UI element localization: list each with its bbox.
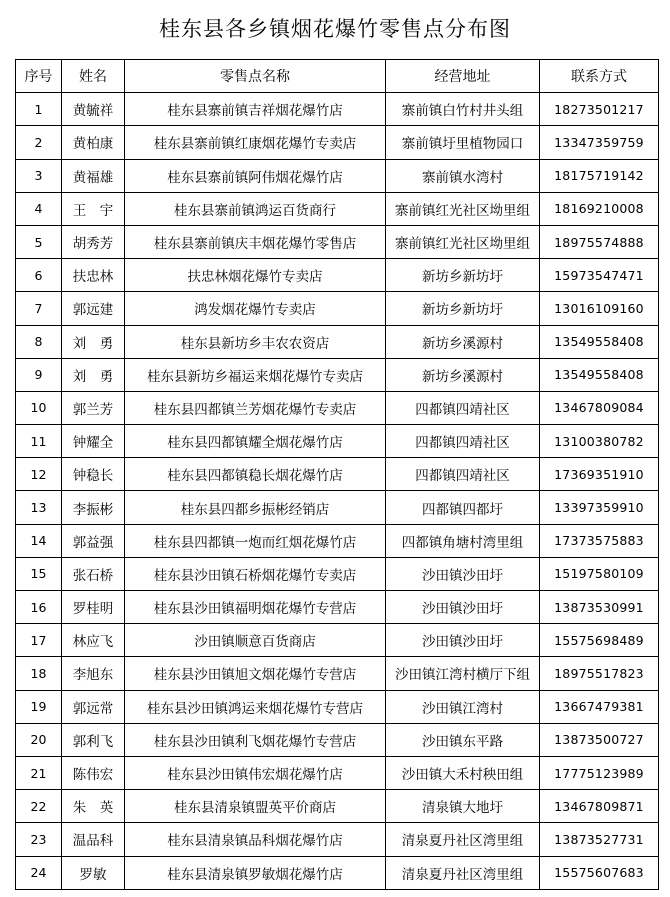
contact-cell: 13100380782: [540, 425, 659, 458]
table-row: [16, 159, 659, 192]
store-name-cell: 桂东县沙田镇鸿运来烟花爆竹专营店: [125, 690, 386, 723]
serial-no-cell: 8: [16, 325, 62, 358]
address-cell: 寨前镇红光社区坳里组: [386, 225, 540, 258]
table-row: [16, 325, 659, 358]
table-row: [16, 126, 659, 159]
table-row: [16, 292, 659, 325]
store-name-cell: 桂东县四都镇兰芳烟花爆竹专卖店: [125, 391, 386, 424]
address-cell: 寨前镇红光社区坳里组: [386, 192, 540, 225]
address-cell: 四都镇角塘村湾里组: [386, 524, 540, 557]
store-name-cell: 桂东县清泉镇品科烟花爆竹店: [125, 823, 386, 856]
name-cell: 刘 勇: [62, 358, 125, 391]
serial-no-cell: 3: [16, 159, 62, 192]
serial-no-cell: 24: [16, 856, 62, 889]
header-store-name: 零售点名称: [125, 60, 386, 93]
name-cell: 郭远建: [62, 292, 125, 325]
address-cell: 新坊乡新坊圩: [386, 259, 540, 292]
table-row: [16, 524, 659, 557]
store-name-cell: 桂东县寨前镇阿伟烟花爆竹店: [125, 159, 386, 192]
name-cell: 郭利飞: [62, 723, 125, 756]
table-row: [16, 591, 659, 624]
name-cell: 郭远常: [62, 690, 125, 723]
store-name-cell: 桂东县新坊乡福运来烟花爆竹专卖店: [125, 358, 386, 391]
address-cell: 沙田镇沙田圩: [386, 557, 540, 590]
contact-cell: 13467809084: [540, 391, 659, 424]
serial-no-cell: 5: [16, 225, 62, 258]
table-row: [16, 790, 659, 823]
table-row: [16, 856, 659, 889]
name-cell: 郭益强: [62, 524, 125, 557]
contact-cell: 18175719142: [540, 159, 659, 192]
address-cell: 新坊乡溪源村: [386, 358, 540, 391]
header-serial-no: 序号: [16, 60, 62, 93]
store-name-cell: 桂东县四都镇耀全烟花爆竹店: [125, 425, 386, 458]
store-name-cell: 沙田镇顺意百货商店: [125, 624, 386, 657]
store-name-cell: 桂东县寨前镇鸿运百货商行: [125, 192, 386, 225]
name-cell: 扶忠林: [62, 259, 125, 292]
serial-no-cell: 10: [16, 391, 62, 424]
table-header: [16, 60, 659, 93]
name-cell: 黄毓祥: [62, 93, 125, 126]
name-cell: 罗桂明: [62, 591, 125, 624]
store-name-cell: 桂东县清泉镇罗敏烟花爆竹店: [125, 856, 386, 889]
document-title: 桂东县各乡镇烟花爆竹零售点分布图: [159, 17, 511, 41]
store-name-cell: 桂东县清泉镇盟英平价商店: [125, 790, 386, 823]
contact-cell: 17775123989: [540, 756, 659, 789]
table-row: [16, 823, 659, 856]
address-cell: 四都镇四都圩: [386, 491, 540, 524]
store-name-cell: 桂东县四都镇稳长烟花爆竹店: [125, 458, 386, 491]
table-row: [16, 690, 659, 723]
header-row: [16, 60, 659, 93]
serial-no-cell: 21: [16, 756, 62, 789]
address-cell: 沙田镇沙田圩: [386, 624, 540, 657]
serial-no-cell: 18: [16, 657, 62, 690]
table-row: [16, 358, 659, 391]
contact-cell: 15575698489: [540, 624, 659, 657]
table-row: [16, 723, 659, 756]
address-cell: 清泉镇大地圩: [386, 790, 540, 823]
name-cell: 温品科: [62, 823, 125, 856]
contact-cell: 17369351910: [540, 458, 659, 491]
table-row: [16, 756, 659, 789]
serial-no-cell: 9: [16, 358, 62, 391]
table-row: [16, 259, 659, 292]
store-name-cell: 桂东县寨前镇庆丰烟花爆竹零售店: [125, 225, 386, 258]
address-cell: 清泉夏丹社区湾里组: [386, 856, 540, 889]
contact-cell: 18273501217: [540, 93, 659, 126]
serial-no-cell: 6: [16, 259, 62, 292]
address-cell: 四都镇四靖社区: [386, 391, 540, 424]
table-body: [16, 93, 659, 890]
address-cell: 沙田镇沙田圩: [386, 591, 540, 624]
retail-points-table: [15, 59, 659, 890]
address-cell: 新坊乡溪源村: [386, 325, 540, 358]
table-row: [16, 557, 659, 590]
table-row: [16, 657, 659, 690]
address-cell: 新坊乡新坊圩: [386, 292, 540, 325]
serial-no-cell: 2: [16, 126, 62, 159]
contact-cell: 15575607683: [540, 856, 659, 889]
address-cell: 四都镇四靖社区: [386, 458, 540, 491]
contact-cell: 18975517823: [540, 657, 659, 690]
serial-no-cell: 19: [16, 690, 62, 723]
contact-cell: 13873500727: [540, 723, 659, 756]
name-cell: 黄柏康: [62, 126, 125, 159]
store-name-cell: 桂东县沙田镇旭文烟花爆竹专营店: [125, 657, 386, 690]
contact-cell: 13347359759: [540, 126, 659, 159]
store-name-cell: 桂东县寨前镇红康烟花爆竹专卖店: [125, 126, 386, 159]
name-cell: 胡秀芳: [62, 225, 125, 258]
store-name-cell: 桂东县新坊乡丰农农资店: [125, 325, 386, 358]
serial-no-cell: 14: [16, 524, 62, 557]
address-cell: 沙田镇东平路: [386, 723, 540, 756]
store-name-cell: 桂东县沙田镇福明烟花爆竹专营店: [125, 591, 386, 624]
header-address: 经营地址: [386, 60, 540, 93]
table-row: [16, 225, 659, 258]
store-name-cell: 鸿发烟花爆竹专卖店: [125, 292, 386, 325]
name-cell: 王 宇: [62, 192, 125, 225]
store-name-cell: 桂东县沙田镇伟宏烟花爆竹店: [125, 756, 386, 789]
serial-no-cell: 20: [16, 723, 62, 756]
name-cell: 李旭东: [62, 657, 125, 690]
address-cell: 清泉夏丹社区湾里组: [386, 823, 540, 856]
contact-cell: 13549558408: [540, 358, 659, 391]
contact-cell: 18169210008: [540, 192, 659, 225]
table-row: [16, 624, 659, 657]
table-row: [16, 192, 659, 225]
serial-no-cell: 16: [16, 591, 62, 624]
contact-cell: 17373575883: [540, 524, 659, 557]
address-cell: 沙田镇江湾村: [386, 690, 540, 723]
contact-cell: 15973547471: [540, 259, 659, 292]
header-contact: 联系方式: [540, 60, 659, 93]
name-cell: 钟稳长: [62, 458, 125, 491]
name-cell: 罗敏: [62, 856, 125, 889]
serial-no-cell: 15: [16, 557, 62, 590]
serial-no-cell: 1: [16, 93, 62, 126]
address-cell: 沙田镇江湾村横厅下组: [386, 657, 540, 690]
name-cell: 陈伟宏: [62, 756, 125, 789]
store-name-cell: 桂东县寨前镇吉祥烟花爆竹店: [125, 93, 386, 126]
serial-no-cell: 11: [16, 425, 62, 458]
store-name-cell: 桂东县四都镇一炮而红烟花爆竹店: [125, 524, 386, 557]
serial-no-cell: 7: [16, 292, 62, 325]
contact-cell: 13467809871: [540, 790, 659, 823]
name-cell: 林应飞: [62, 624, 125, 657]
table-row: [16, 391, 659, 424]
address-cell: 沙田镇大禾村秧田组: [386, 756, 540, 789]
address-cell: 寨前镇圩里植物园口: [386, 126, 540, 159]
address-cell: 四都镇四靖社区: [386, 425, 540, 458]
contact-cell: 13016109160: [540, 292, 659, 325]
contact-cell: 15197580109: [540, 557, 659, 590]
table-row: [16, 491, 659, 524]
store-name-cell: 桂东县四都乡振彬经销店: [125, 491, 386, 524]
serial-no-cell: 17: [16, 624, 62, 657]
contact-cell: 13549558408: [540, 325, 659, 358]
name-cell: 朱 英: [62, 790, 125, 823]
serial-no-cell: 4: [16, 192, 62, 225]
serial-no-cell: 22: [16, 790, 62, 823]
store-name-cell: 扶忠林烟花爆竹专卖店: [125, 259, 386, 292]
name-cell: 李振彬: [62, 491, 125, 524]
contact-cell: 13667479381: [540, 690, 659, 723]
serial-no-cell: 12: [16, 458, 62, 491]
contact-cell: 13873530991: [540, 591, 659, 624]
name-cell: 郭兰芳: [62, 391, 125, 424]
store-name-cell: 桂东县沙田镇利飞烟花爆竹专营店: [125, 723, 386, 756]
contact-cell: 13873527731: [540, 823, 659, 856]
address-cell: 寨前镇水湾村: [386, 159, 540, 192]
address-cell: 寨前镇白竹村井头组: [386, 93, 540, 126]
serial-no-cell: 23: [16, 823, 62, 856]
table-row: [16, 458, 659, 491]
header-name: 姓名: [62, 60, 125, 93]
table-row: [16, 425, 659, 458]
name-cell: 张石桥: [62, 557, 125, 590]
store-name-cell: 桂东县沙田镇石桥烟花爆竹专卖店: [125, 557, 386, 590]
name-cell: 黄福雄: [62, 159, 125, 192]
name-cell: 刘 勇: [62, 325, 125, 358]
contact-cell: 18975574888: [540, 225, 659, 258]
contact-cell: 13397359910: [540, 491, 659, 524]
table-row: [16, 93, 659, 126]
name-cell: 钟耀全: [62, 425, 125, 458]
serial-no-cell: 13: [16, 491, 62, 524]
